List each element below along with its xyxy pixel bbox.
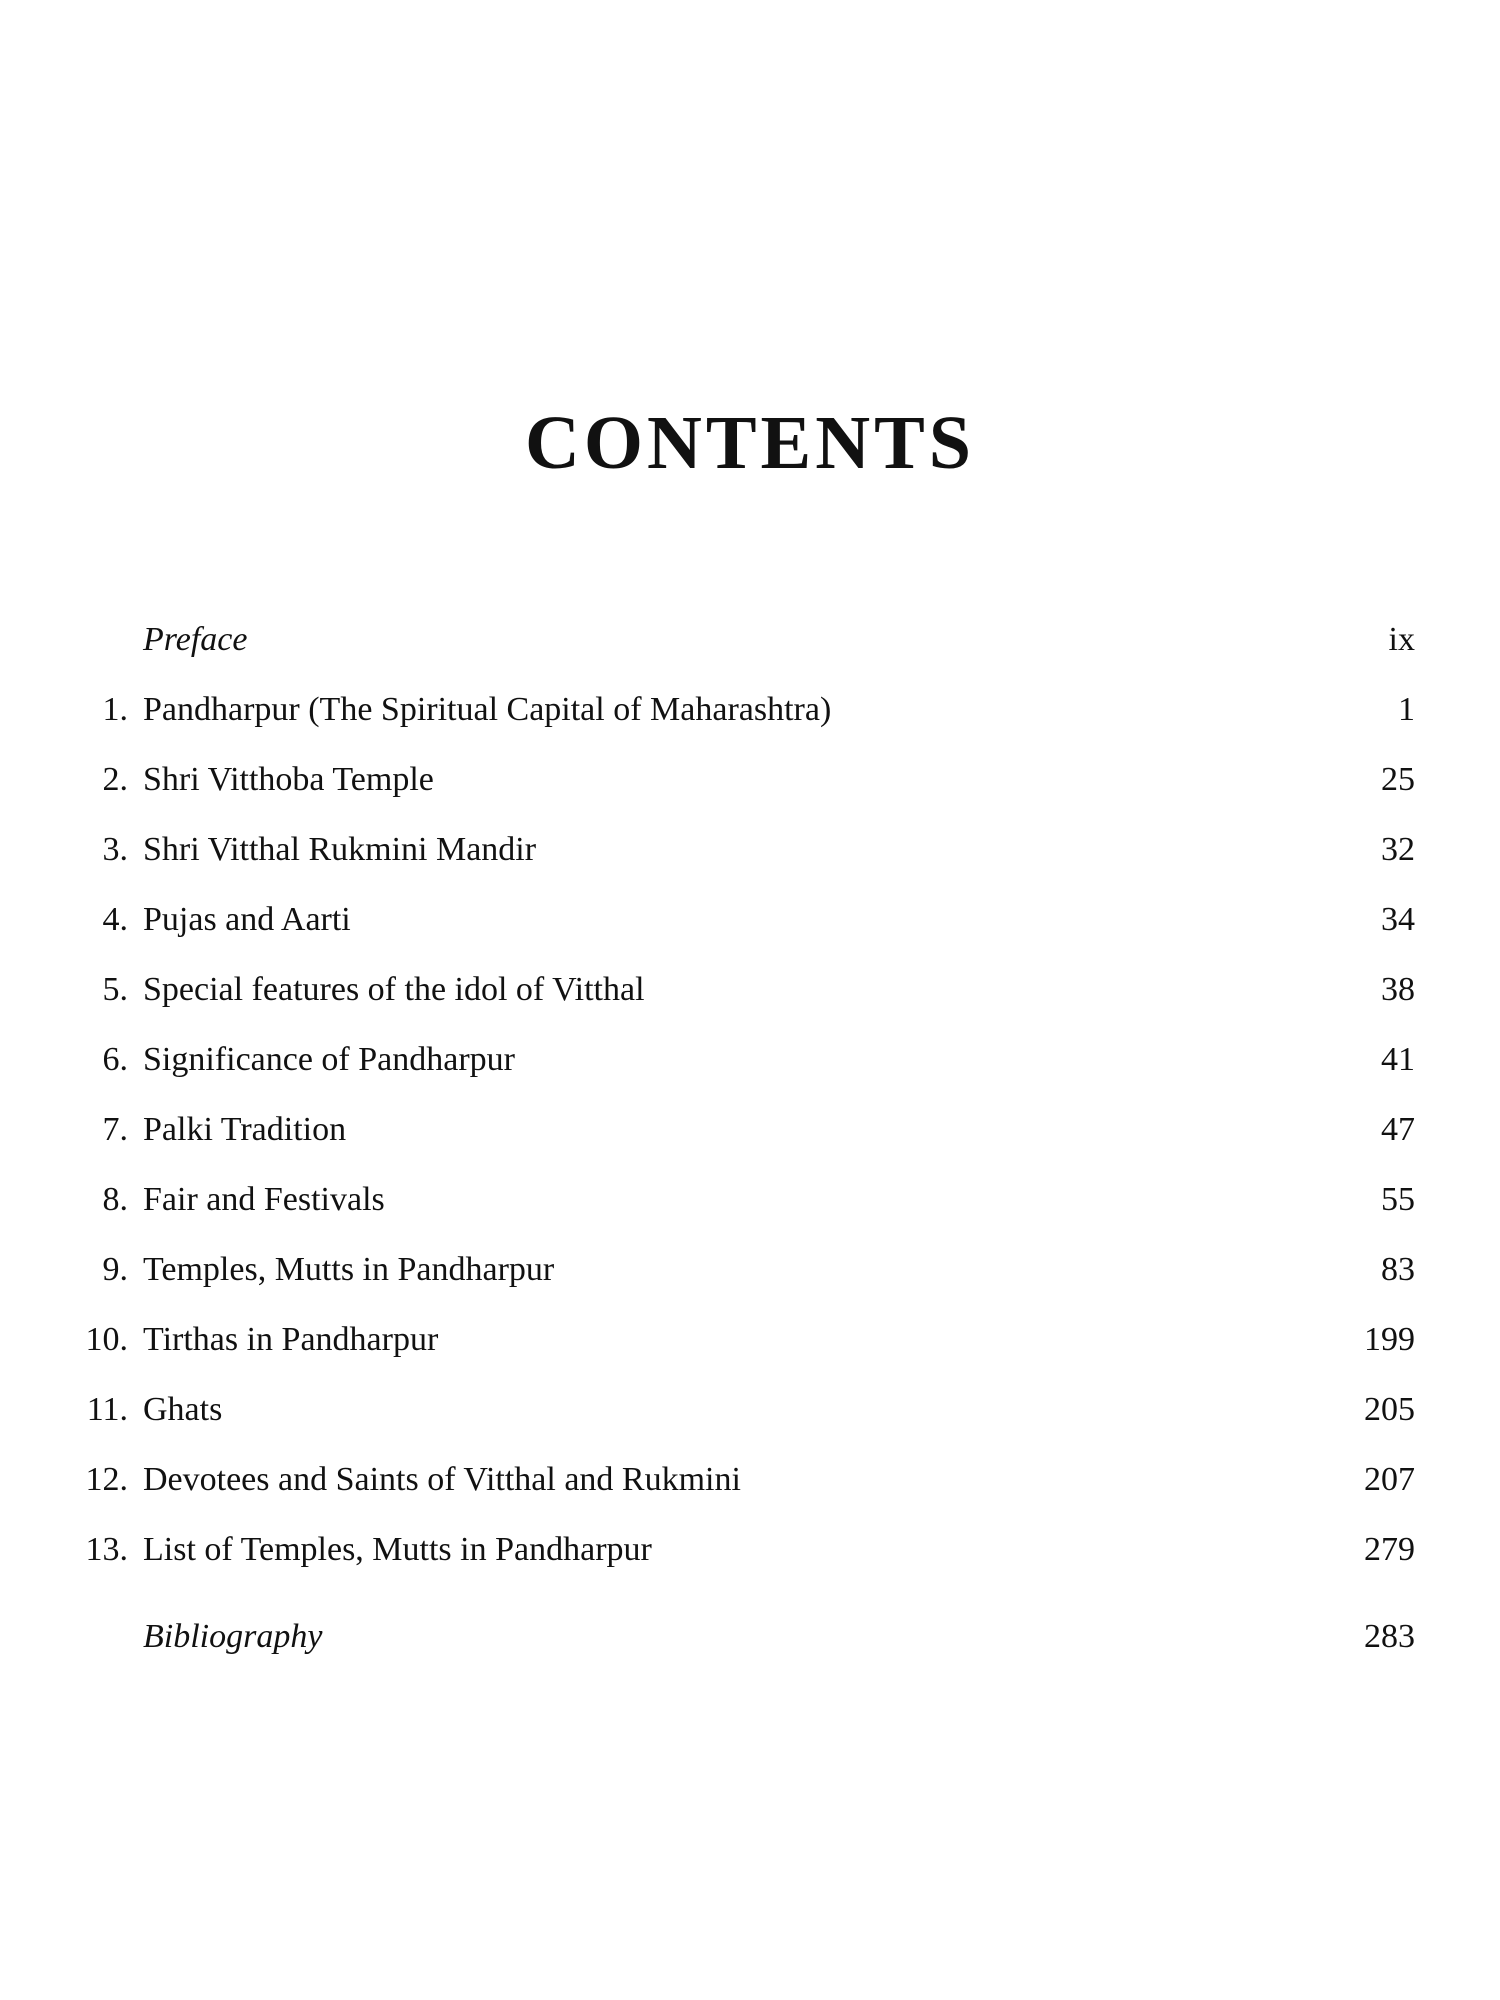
toc-entry-page-number: 41 (1381, 1041, 1415, 1078)
toc-entry (0, 1609, 1500, 1665)
toc-entry-number: 9. (102, 1251, 128, 1288)
toc-entry-page-number: 1 (1398, 691, 1415, 728)
toc-entry-title: List of Temples, Mutts in Pandharpur (143, 1531, 652, 1568)
toc-entry-number: 8. (102, 1181, 128, 1218)
toc-entry (0, 1102, 1500, 1158)
toc-entry-title: Fair and Festivals (143, 1181, 385, 1218)
toc-entry (0, 962, 1500, 1018)
toc-entry (0, 1382, 1500, 1438)
toc-entry (0, 1312, 1500, 1368)
toc-entry-page-number: ix (1388, 621, 1415, 658)
toc-entry (0, 612, 1500, 668)
toc-entry-title: Significance of Pandharpur (143, 1041, 515, 1078)
toc-entry-title: Special features of the idol of Vitthal (143, 971, 645, 1008)
toc-entry-title: Palki Tradition (143, 1111, 347, 1148)
toc-entry-page-number: 199 (1364, 1321, 1415, 1358)
toc-entry-page-number: 207 (1364, 1461, 1415, 1498)
toc-entry-title: Preface (143, 621, 248, 658)
toc-entry-page-number: 83 (1381, 1251, 1415, 1288)
toc-entry (0, 1522, 1500, 1578)
toc-entry-number: 13. (85, 1531, 128, 1568)
toc-entry-page-number: 38 (1381, 971, 1415, 1008)
page-title: CONTENTS (524, 401, 976, 485)
toc-entry (0, 892, 1500, 948)
toc-entry-title: Bibliography (143, 1618, 323, 1655)
toc-entry-page-number: 55 (1381, 1181, 1415, 1218)
toc-entry-page-number: 32 (1381, 831, 1415, 868)
toc-entry-title: Temples, Mutts in Pandharpur (143, 1251, 555, 1288)
toc-entry-title: Pujas and Aarti (143, 901, 351, 938)
toc-entry-title: Devotees and Saints of Vitthal and Rukmini (143, 1461, 741, 1498)
toc-entry-page-number: 25 (1381, 761, 1415, 798)
toc-entry-number: 4. (102, 901, 128, 938)
toc-entry-number: 2. (102, 761, 128, 798)
toc-entry-page-number: 34 (1381, 901, 1415, 938)
toc-entry-title: Pandharpur (The Spiritual Capital of Maharashtra) (143, 691, 832, 728)
toc-entry (0, 1242, 1500, 1298)
toc-entry-number: 12. (85, 1461, 128, 1498)
toc-entry-title: Shri Vitthoba Temple (143, 761, 434, 798)
toc-entry-title: Tirthas in Pandharpur (143, 1321, 439, 1358)
toc-entry-page-number: 205 (1364, 1391, 1415, 1428)
toc-entry-number: 6. (102, 1041, 128, 1078)
toc-entry-number: 5. (102, 971, 128, 1008)
toc-entry-title: Ghats (143, 1391, 223, 1428)
toc-entry (0, 682, 1500, 738)
toc-entry-page-number: 47 (1381, 1111, 1415, 1148)
toc-entry-number: 10. (85, 1321, 128, 1358)
toc-entry (0, 752, 1500, 808)
toc-entry-number: 1. (102, 691, 128, 728)
toc-entry (0, 1452, 1500, 1508)
toc-entry-page-number: 279 (1364, 1531, 1415, 1568)
toc-entry-page-number: 283 (1364, 1618, 1415, 1655)
toc-entry (0, 1172, 1500, 1228)
toc-entry (0, 822, 1500, 878)
toc-entry-number: 3. (102, 831, 128, 868)
toc-entry-number: 7. (102, 1111, 128, 1148)
toc-entry-number: 11. (86, 1391, 128, 1428)
toc-entry-title: Shri Vitthal Rukmini Mandir (143, 831, 537, 868)
table-of-contents (0, 612, 1500, 1762)
toc-entry (0, 1032, 1500, 1088)
